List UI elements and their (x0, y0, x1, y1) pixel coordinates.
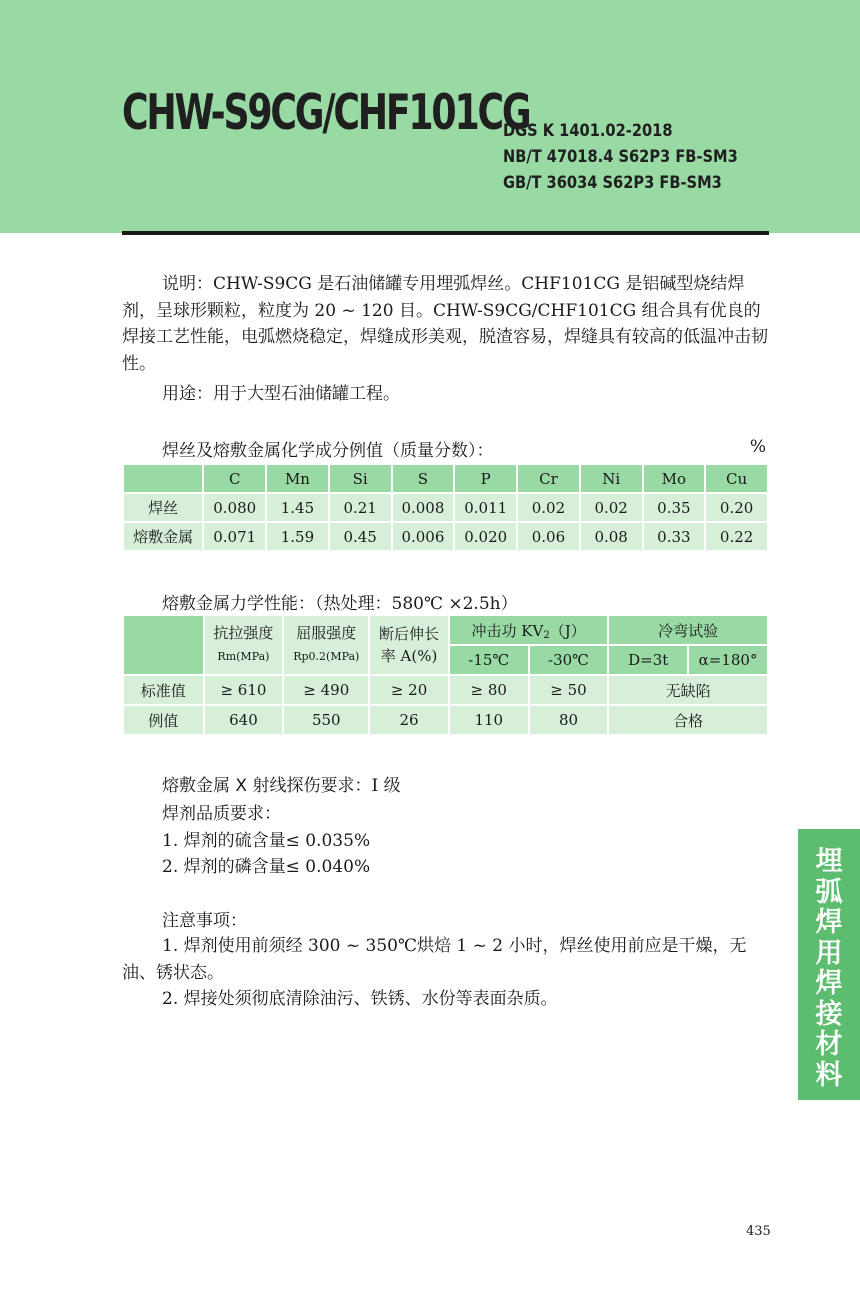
xray-value: I 级 (371, 776, 401, 796)
note-item: 1. 焊剂使用前须经 300 ~ 350℃烘焙 1 ~ 2 小时，焊丝使用前应是干燥，无油、锈状态。 (122, 936, 747, 983)
description-text: CHW-S9CG 是石油储罐专用埋弧焊丝。CHF101CG 是铝碱型烧结焊剂，呈球形颗粒，粒度为 20 ~ 120 目。CHW-S9CG/CHF101CG 组合具有优良的焊接工艺性能，电弧燃烧稳定，焊缝成形美观，脱渣容易，焊缝具有较高的低温冲击韧性。 (122, 274, 768, 374)
chem-unit: % (749, 437, 766, 457)
table-row (123, 705, 768, 735)
column-header: Si (329, 464, 392, 493)
column-header: Cu (705, 464, 768, 493)
table-header-row (123, 615, 768, 645)
header-unit: Rp0.2(MPa) (293, 650, 360, 663)
table-cell: 640 (204, 705, 284, 735)
table-cell: ≥ 80 (449, 675, 529, 705)
table-cell: 80 (529, 705, 609, 735)
usage-paragraph (122, 381, 770, 408)
table-cell: 0.02 (580, 493, 643, 522)
flux-item: 2. 焊剂的磷含量≤ 0.040% (162, 857, 371, 877)
column-header: Mn (266, 464, 329, 493)
header-text: 抗拉强度 (213, 624, 274, 642)
chem-composition-table (122, 463, 769, 552)
table-corner (123, 615, 204, 675)
table-cell: ≥ 20 (369, 675, 449, 705)
table-cell: 0.08 (580, 522, 643, 551)
column-header: Cr (517, 464, 580, 493)
side-tab-char: 焊 (815, 907, 843, 938)
table-cell: 0.006 (392, 522, 455, 551)
table-cell: 0.008 (392, 493, 455, 522)
side-category-tab (798, 829, 860, 1100)
table-cell: 0.33 (643, 522, 706, 551)
side-tab-char: 接 (815, 998, 843, 1030)
header-tensile (204, 615, 284, 675)
side-tab-char: 埋 (815, 846, 843, 877)
table-corner (123, 464, 203, 493)
side-tab-char: 材 (815, 1029, 843, 1060)
column-header: S (392, 464, 455, 493)
header-banner (0, 0, 860, 233)
table-cell: 1.45 (266, 493, 329, 522)
table-row (123, 522, 768, 551)
heat-treatment-text: （热处理：580℃ ×2.5h） (315, 594, 518, 614)
column-header: P (454, 464, 517, 493)
note-item: 2. 焊接处须彻底清除油污、铁锈、水份等表面杂质。 (162, 989, 558, 1009)
flux-item: 1. 焊剂的硫含量≤ 0.035% (162, 831, 371, 851)
header-bend-test: 冷弯试验 (608, 615, 768, 645)
row-label: 熔敷金属 (123, 522, 203, 551)
standard-line: GB/T 36034 S62P3 FB-SM3 (503, 173, 722, 193)
header-yield (283, 615, 369, 675)
column-header: Ni (580, 464, 643, 493)
table-cell: 合格 (608, 705, 768, 735)
side-tab-char: 料 (815, 1059, 843, 1091)
table-cell: 0.071 (203, 522, 266, 551)
table-row (123, 675, 768, 705)
table-row (123, 493, 768, 522)
table-cell: ≥ 490 (283, 675, 369, 705)
header-bend-d: D=3t (608, 645, 688, 675)
notes-title: 注意事项： (162, 911, 247, 931)
table-cell: 0.011 (454, 493, 517, 522)
side-tab-char: 用 (815, 937, 843, 969)
mechanical-properties-table (122, 614, 769, 736)
table-cell: 0.21 (329, 493, 392, 522)
description-label: 说明： (162, 274, 213, 294)
mech-table-title (162, 589, 518, 614)
header-temp-15: -15℃ (449, 645, 529, 675)
table-cell: 0.02 (517, 493, 580, 522)
header-bend-angle: α=180° (688, 645, 768, 675)
header-text: 屈服强度 (296, 624, 357, 642)
description-paragraph (122, 271, 770, 377)
table-cell: 0.20 (705, 493, 768, 522)
row-label: 焊丝 (123, 493, 203, 522)
table-cell: 0.06 (517, 522, 580, 551)
product-title: CHW-S9CG/CHF101CG (122, 84, 530, 141)
xray-requirement (162, 771, 401, 796)
header-unit: 率 A(%) (380, 647, 438, 665)
standards-list (503, 118, 738, 196)
row-label: 例值 (123, 705, 204, 735)
side-tab-char: 焊 (815, 968, 843, 999)
table-cell: 0.45 (329, 522, 392, 551)
table-cell: 0.080 (203, 493, 266, 522)
header-unit: Rm(MPa) (217, 650, 270, 663)
usage-text: 用于大型石油储罐工程。 (213, 384, 400, 404)
table-header-row (123, 464, 768, 493)
mech-title-text: 熔敷金属力学性能： (162, 594, 315, 614)
table-cell: 550 (283, 705, 369, 735)
column-header: Mo (643, 464, 706, 493)
side-tab-char: 弧 (815, 876, 843, 908)
table-cell: 0.35 (643, 493, 706, 522)
table-cell: 1.59 (266, 522, 329, 551)
xray-label: 熔敷金属 X 射线探伤要求： (162, 776, 372, 796)
standard-line: NB/T 47018.4 S62P3 FB-SM3 (503, 147, 738, 167)
header-impact: 冲击功 $KV_2(J)$ (449, 615, 608, 645)
table-cell: ≥ 610 (204, 675, 284, 705)
header-temp-30: -30℃ (529, 645, 609, 675)
table-cell: 0.22 (705, 522, 768, 551)
table-cell: 0.020 (454, 522, 517, 551)
column-header: C (203, 464, 266, 493)
header-rule (122, 231, 769, 235)
chem-table-title: 焊丝及熔敷金属化学成分例值（质量分数）： (162, 441, 494, 461)
header-elongation (369, 615, 449, 675)
flux-quality-title: 焊剂品质要求： (162, 804, 281, 824)
table-cell: 26 (369, 705, 449, 735)
row-label: 标准值 (123, 675, 204, 705)
header-text: 断后伸长 (379, 625, 440, 643)
page-number: 435 (746, 1224, 771, 1239)
table-cell: ≥ 50 (529, 675, 609, 705)
table-cell: 无缺陷 (608, 675, 768, 705)
standard-line: DGS K 1401.02-2018 (503, 121, 673, 141)
usage-label: 用途： (162, 384, 213, 404)
table-cell: 110 (449, 705, 529, 735)
